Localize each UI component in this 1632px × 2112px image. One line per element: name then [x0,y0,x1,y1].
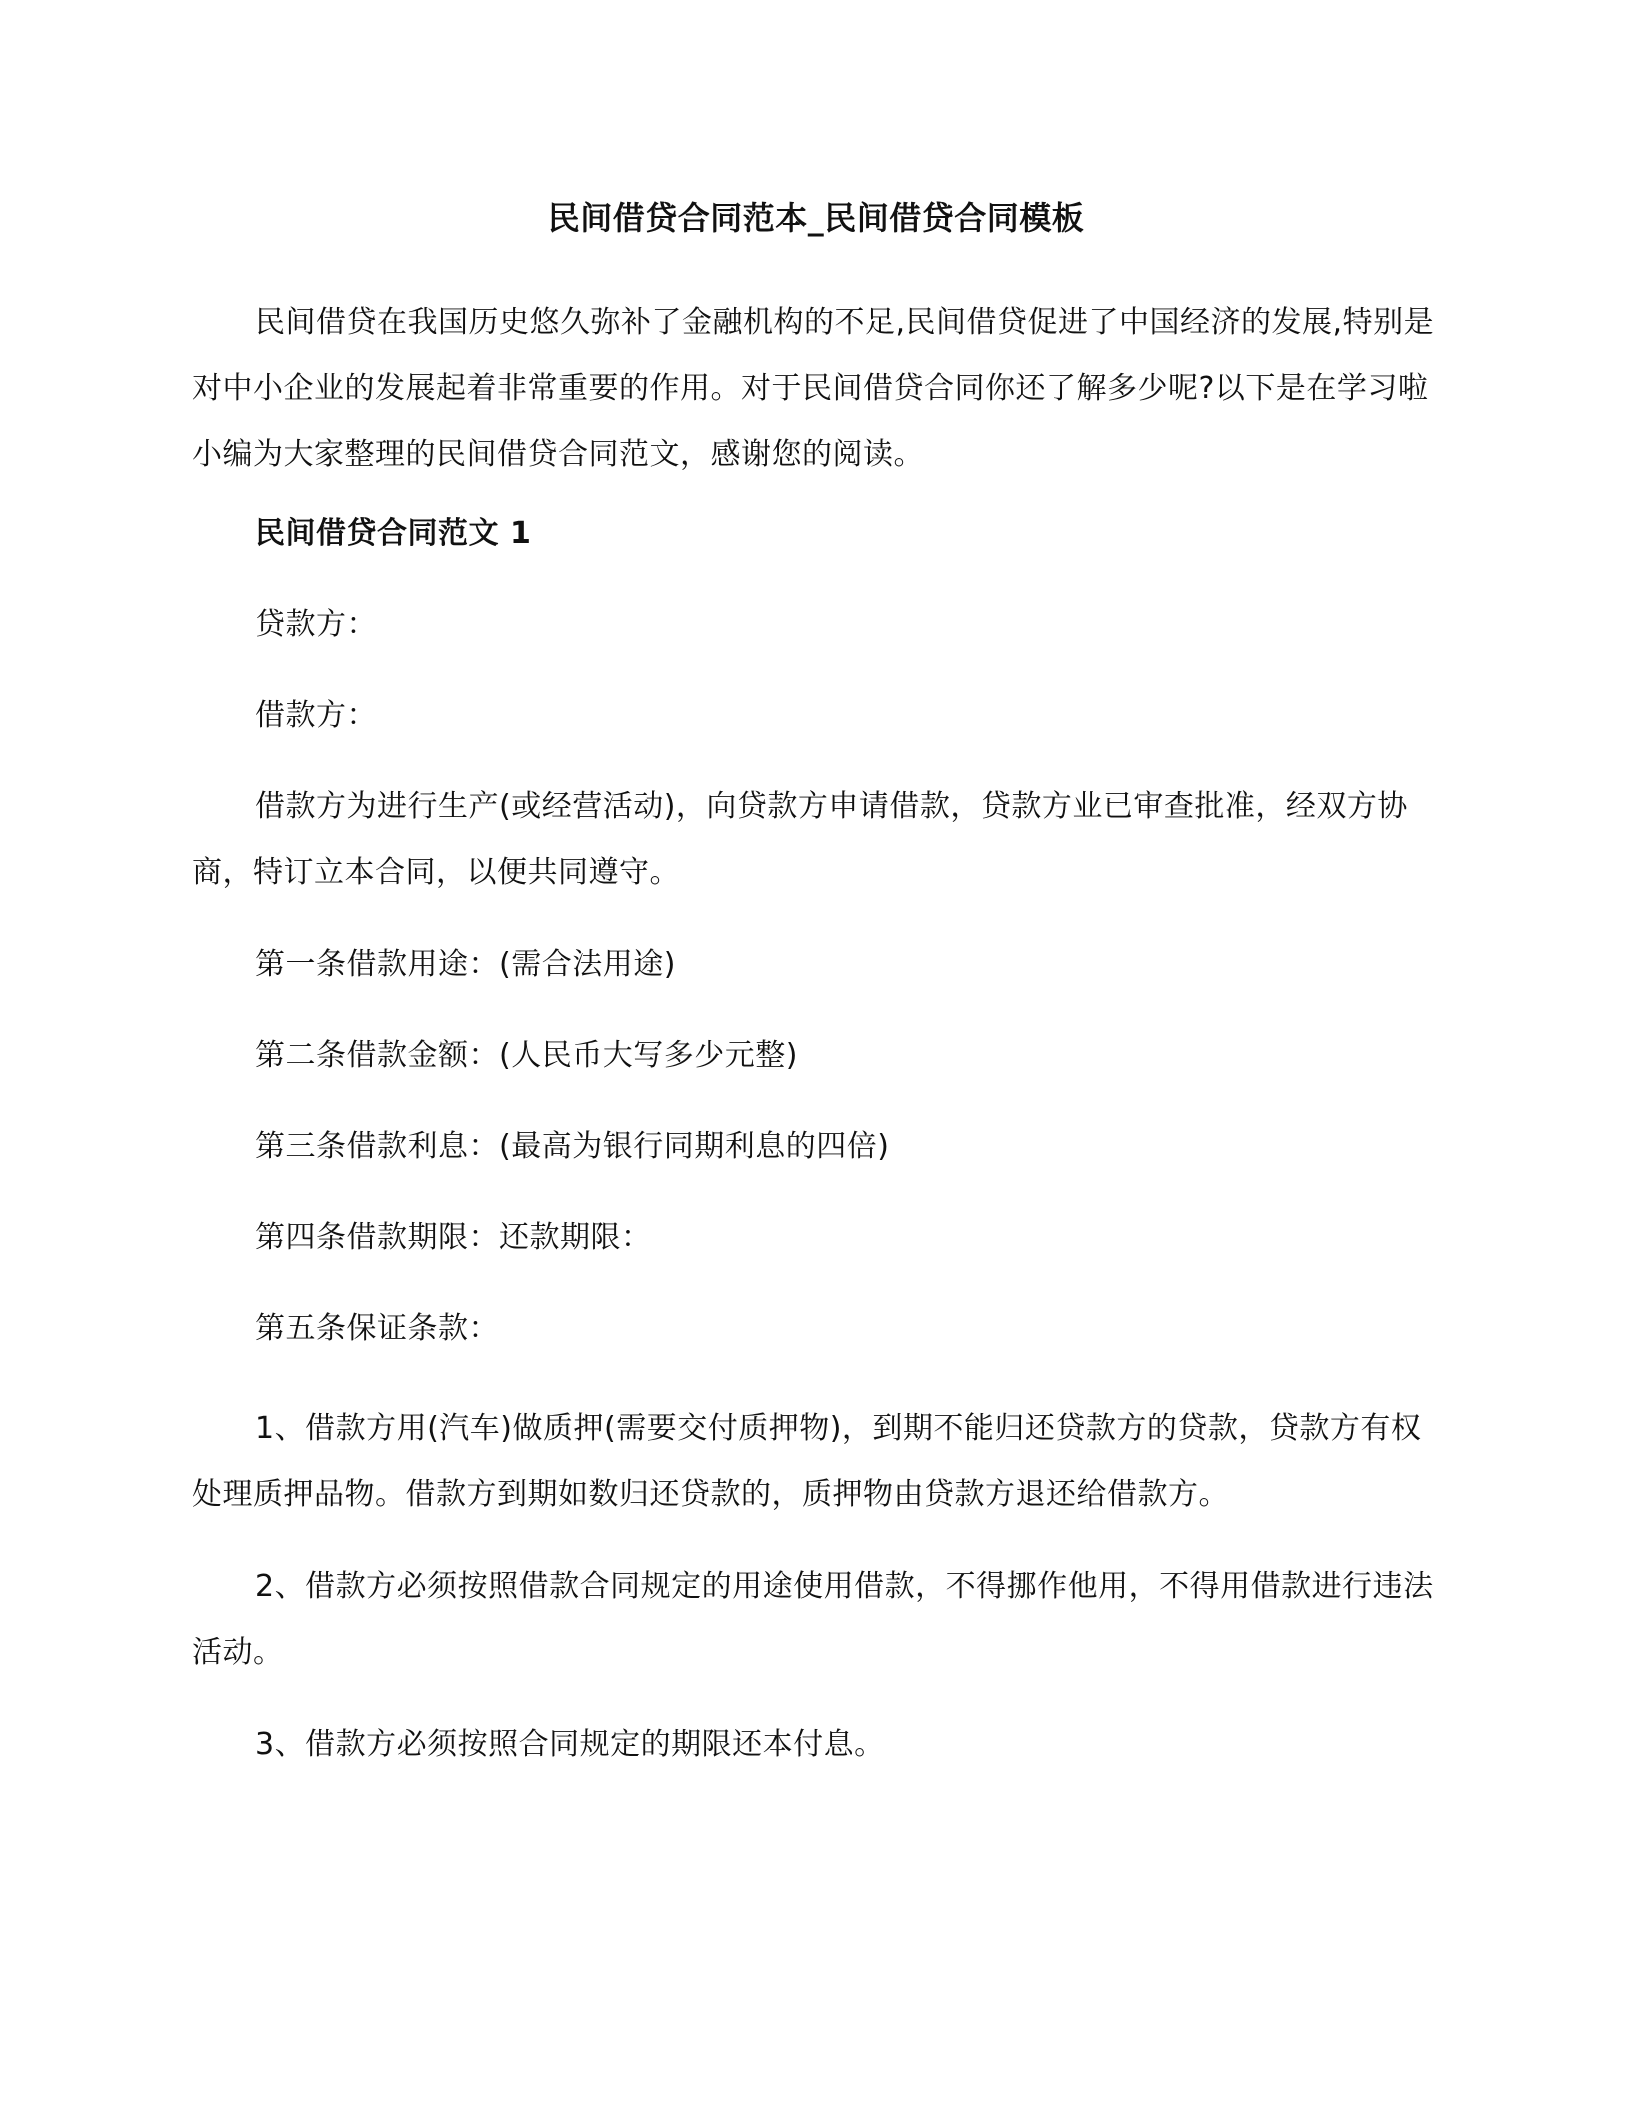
borrower-field: 借款方： [255,698,377,733]
clause-1: 1、借款方用(汽车)做质押(需要交付质押物)，到期不能归还贷款方的贷款，贷款方有权处理质押品物。借款方到期如数归还贷款的，质押物由贷款方退还给借款方。 [192,1411,1422,1512]
preamble-paragraph: 借款方为进行生产(或经营活动)，向贷款方申请借款，贷款方业已审查批准，经双方协商，特订立本合同，以便共同遵守。 [192,789,1408,890]
lender-field: 贷款方： [255,607,377,642]
article-2: 第二条借款金额：(人民币大写多少元整) [255,1038,798,1073]
article-4: 第四条借款期限：还款期限： [255,1220,652,1255]
intro-paragraph: 民间借贷在我国历史悠久弥补了金融机构的不足,民间借贷促进了中国经济的发展,特别是对中小企业的发展起着非常重要的作用。对于民间借贷合同你还了解多少呢?以下是在学习啦小编为大家整理的民间借贷合同范文，感谢您的阅读。 [192,305,1435,472]
section-heading: 民间借贷合同范文 1 [255,516,532,551]
clause-2: 2、借款方必须按照借款合同规定的用途使用借款，不得挪作他用，不得用借款进行违法活动。 [192,1569,1434,1670]
clause-3: 3、借款方必须按照合同规定的期限还本付息。 [255,1727,885,1762]
article-1: 第一条借款用途：(需合法用途) [255,947,676,982]
article-3: 第三条借款利息：(最高为银行同期利息的四倍) [255,1129,890,1164]
document-title: 民间借贷合同范本_民间借贷合同模板 [547,199,1085,237]
article-5: 第五条保证条款： [255,1311,499,1346]
